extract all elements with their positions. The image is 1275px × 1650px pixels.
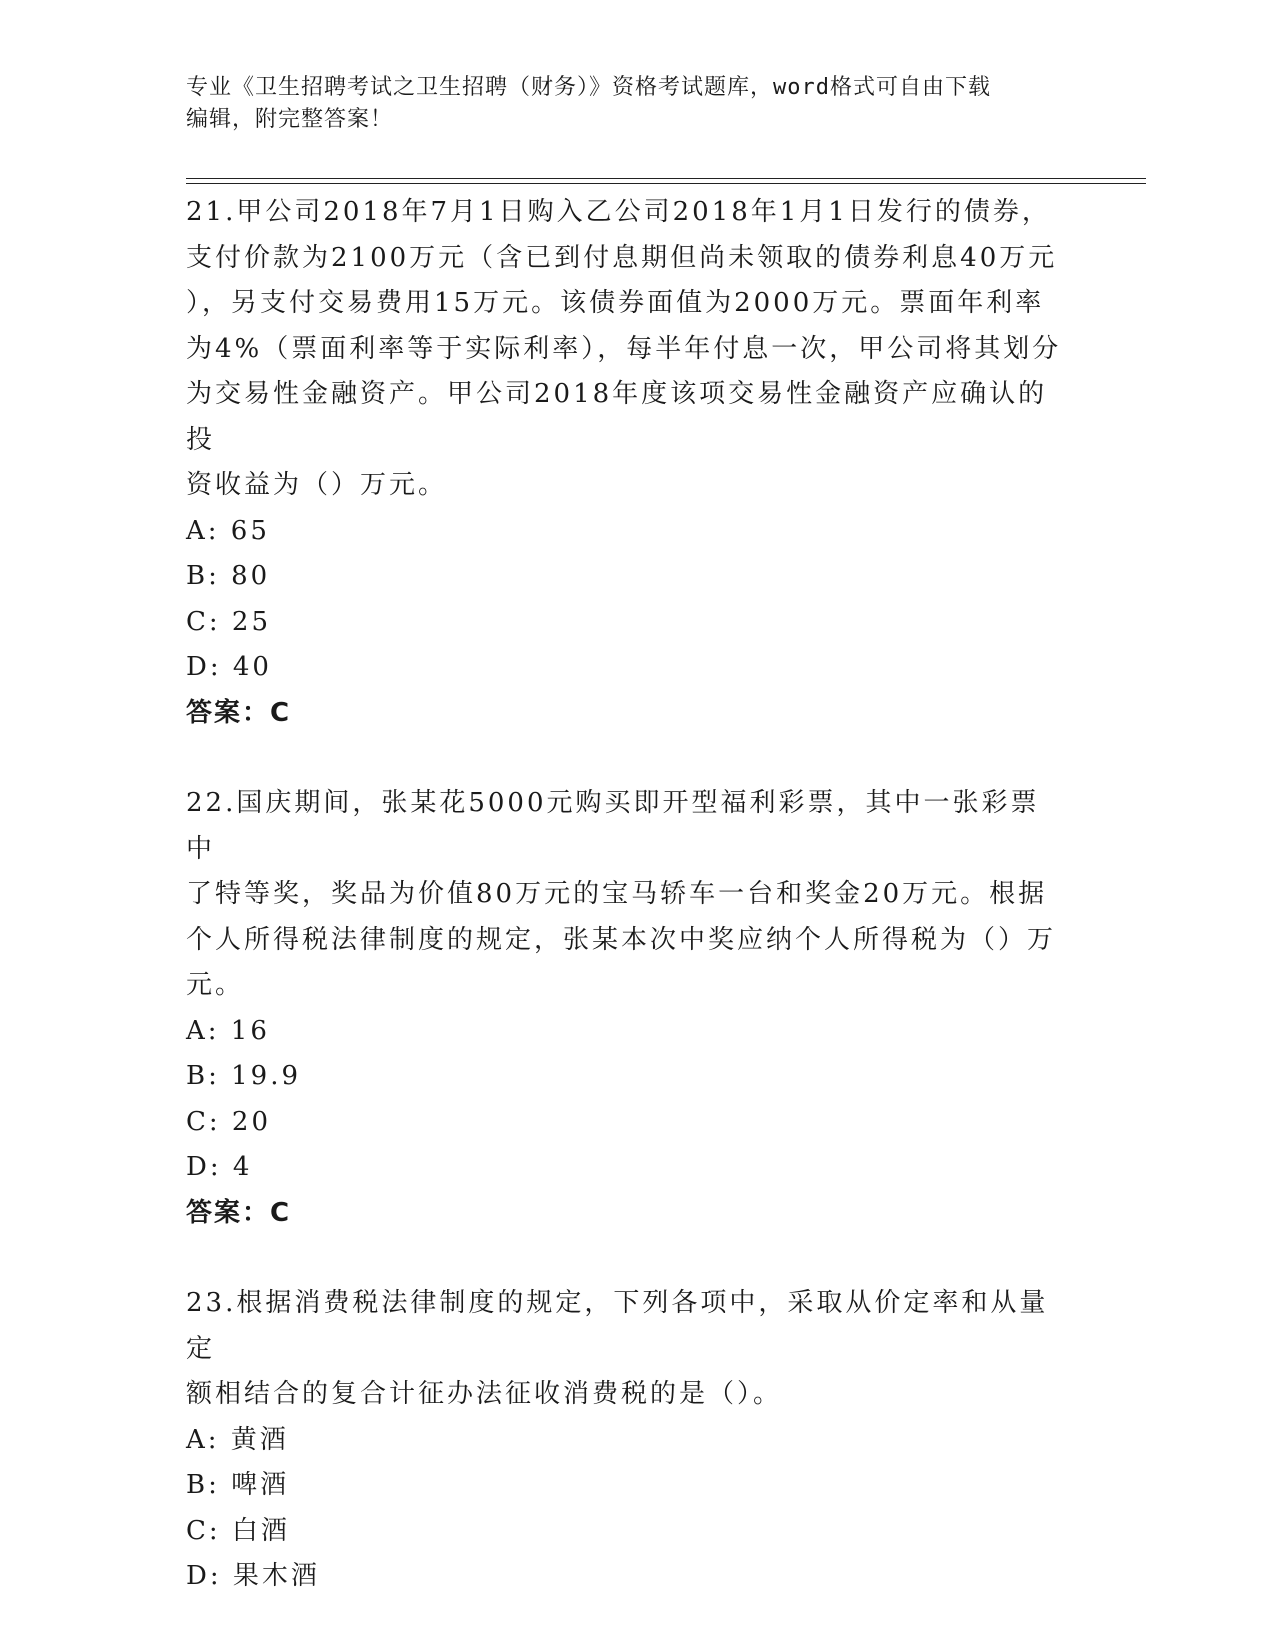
option-d: D: 4 xyxy=(186,1152,253,1182)
question-stem xyxy=(186,781,1066,1009)
stem-line: 额相结合的复合计征办法征收消费税的是（）。 xyxy=(186,1379,783,1409)
question-22 xyxy=(186,781,1066,1236)
question-23 xyxy=(186,1281,1066,1600)
header-divider-bottom xyxy=(186,183,1146,184)
question-spacer xyxy=(186,736,1066,781)
option-b: B: 80 xyxy=(186,561,271,591)
stem-line: 22.国庆期间，张某花5000元购买即开型福利彩票，其中一张彩票中 xyxy=(186,788,1040,864)
option-a: A: 黄酒 xyxy=(186,1424,289,1455)
option-a: A: 16 xyxy=(186,1015,270,1046)
question-21 xyxy=(186,190,1066,736)
option-b: B: 啤酒 xyxy=(186,1470,290,1500)
questions-content xyxy=(186,190,1066,1600)
option-d: D: 40 xyxy=(186,652,272,682)
option-a: A: 65 xyxy=(186,515,270,546)
option-c: C: 20 xyxy=(186,1106,272,1137)
option-c: C: 25 xyxy=(186,606,272,637)
stem-line: 个人所得税法律制度的规定，张某本次中奖应纳个人所得税为（）万 xyxy=(186,924,1057,955)
stem-line: 为交易性金融资产。甲公司2018年度该项交易性金融资产应确认的投 xyxy=(186,379,1048,455)
stem-line: 为4%（票面利率等于实际利率），每半年付息一次，甲公司将其划分 xyxy=(186,333,1062,364)
stem-line: 资收益为（）万元。 xyxy=(186,470,448,500)
option-d: D: 果木酒 xyxy=(186,1561,320,1591)
option-c: C: 白酒 xyxy=(186,1515,290,1546)
document-header xyxy=(186,72,1066,136)
answer-label: 答案：C xyxy=(186,1197,292,1228)
question-stem xyxy=(186,190,1066,509)
answer-label: 答案：C xyxy=(186,697,292,728)
stem-line: 21.甲公司2018年7月1日购入乙公司2018年1月1日发行的债券， xyxy=(186,197,1051,227)
stem-line: 了特等奖，奖品为价值80万元的宝马轿车一台和奖金20万元。根据 xyxy=(186,879,1048,909)
question-spacer xyxy=(186,1236,1066,1281)
header-line-1: 专业《卫生招聘考试之卫生招聘（财务）》资格考试题库，word格式可自由下载 xyxy=(186,75,991,100)
option-b: B: 19.9 xyxy=(186,1061,302,1091)
stem-line: 23.根据消费税法律制度的规定，下列各项中，采取从价定率和从量定 xyxy=(186,1288,1049,1364)
stem-line: ），另支付交易费用15万元。该债券面值为2000万元。票面年利率 xyxy=(186,288,1045,318)
header-divider-top xyxy=(186,178,1146,179)
header-line-2: 编辑，附完整答案！ xyxy=(186,107,394,132)
stem-line: 元。 xyxy=(186,970,245,1000)
question-stem xyxy=(186,1281,1066,1418)
stem-line: 支付价款为2100万元（含已到付息期但尚未领取的债券利息40万元 xyxy=(186,242,1058,273)
